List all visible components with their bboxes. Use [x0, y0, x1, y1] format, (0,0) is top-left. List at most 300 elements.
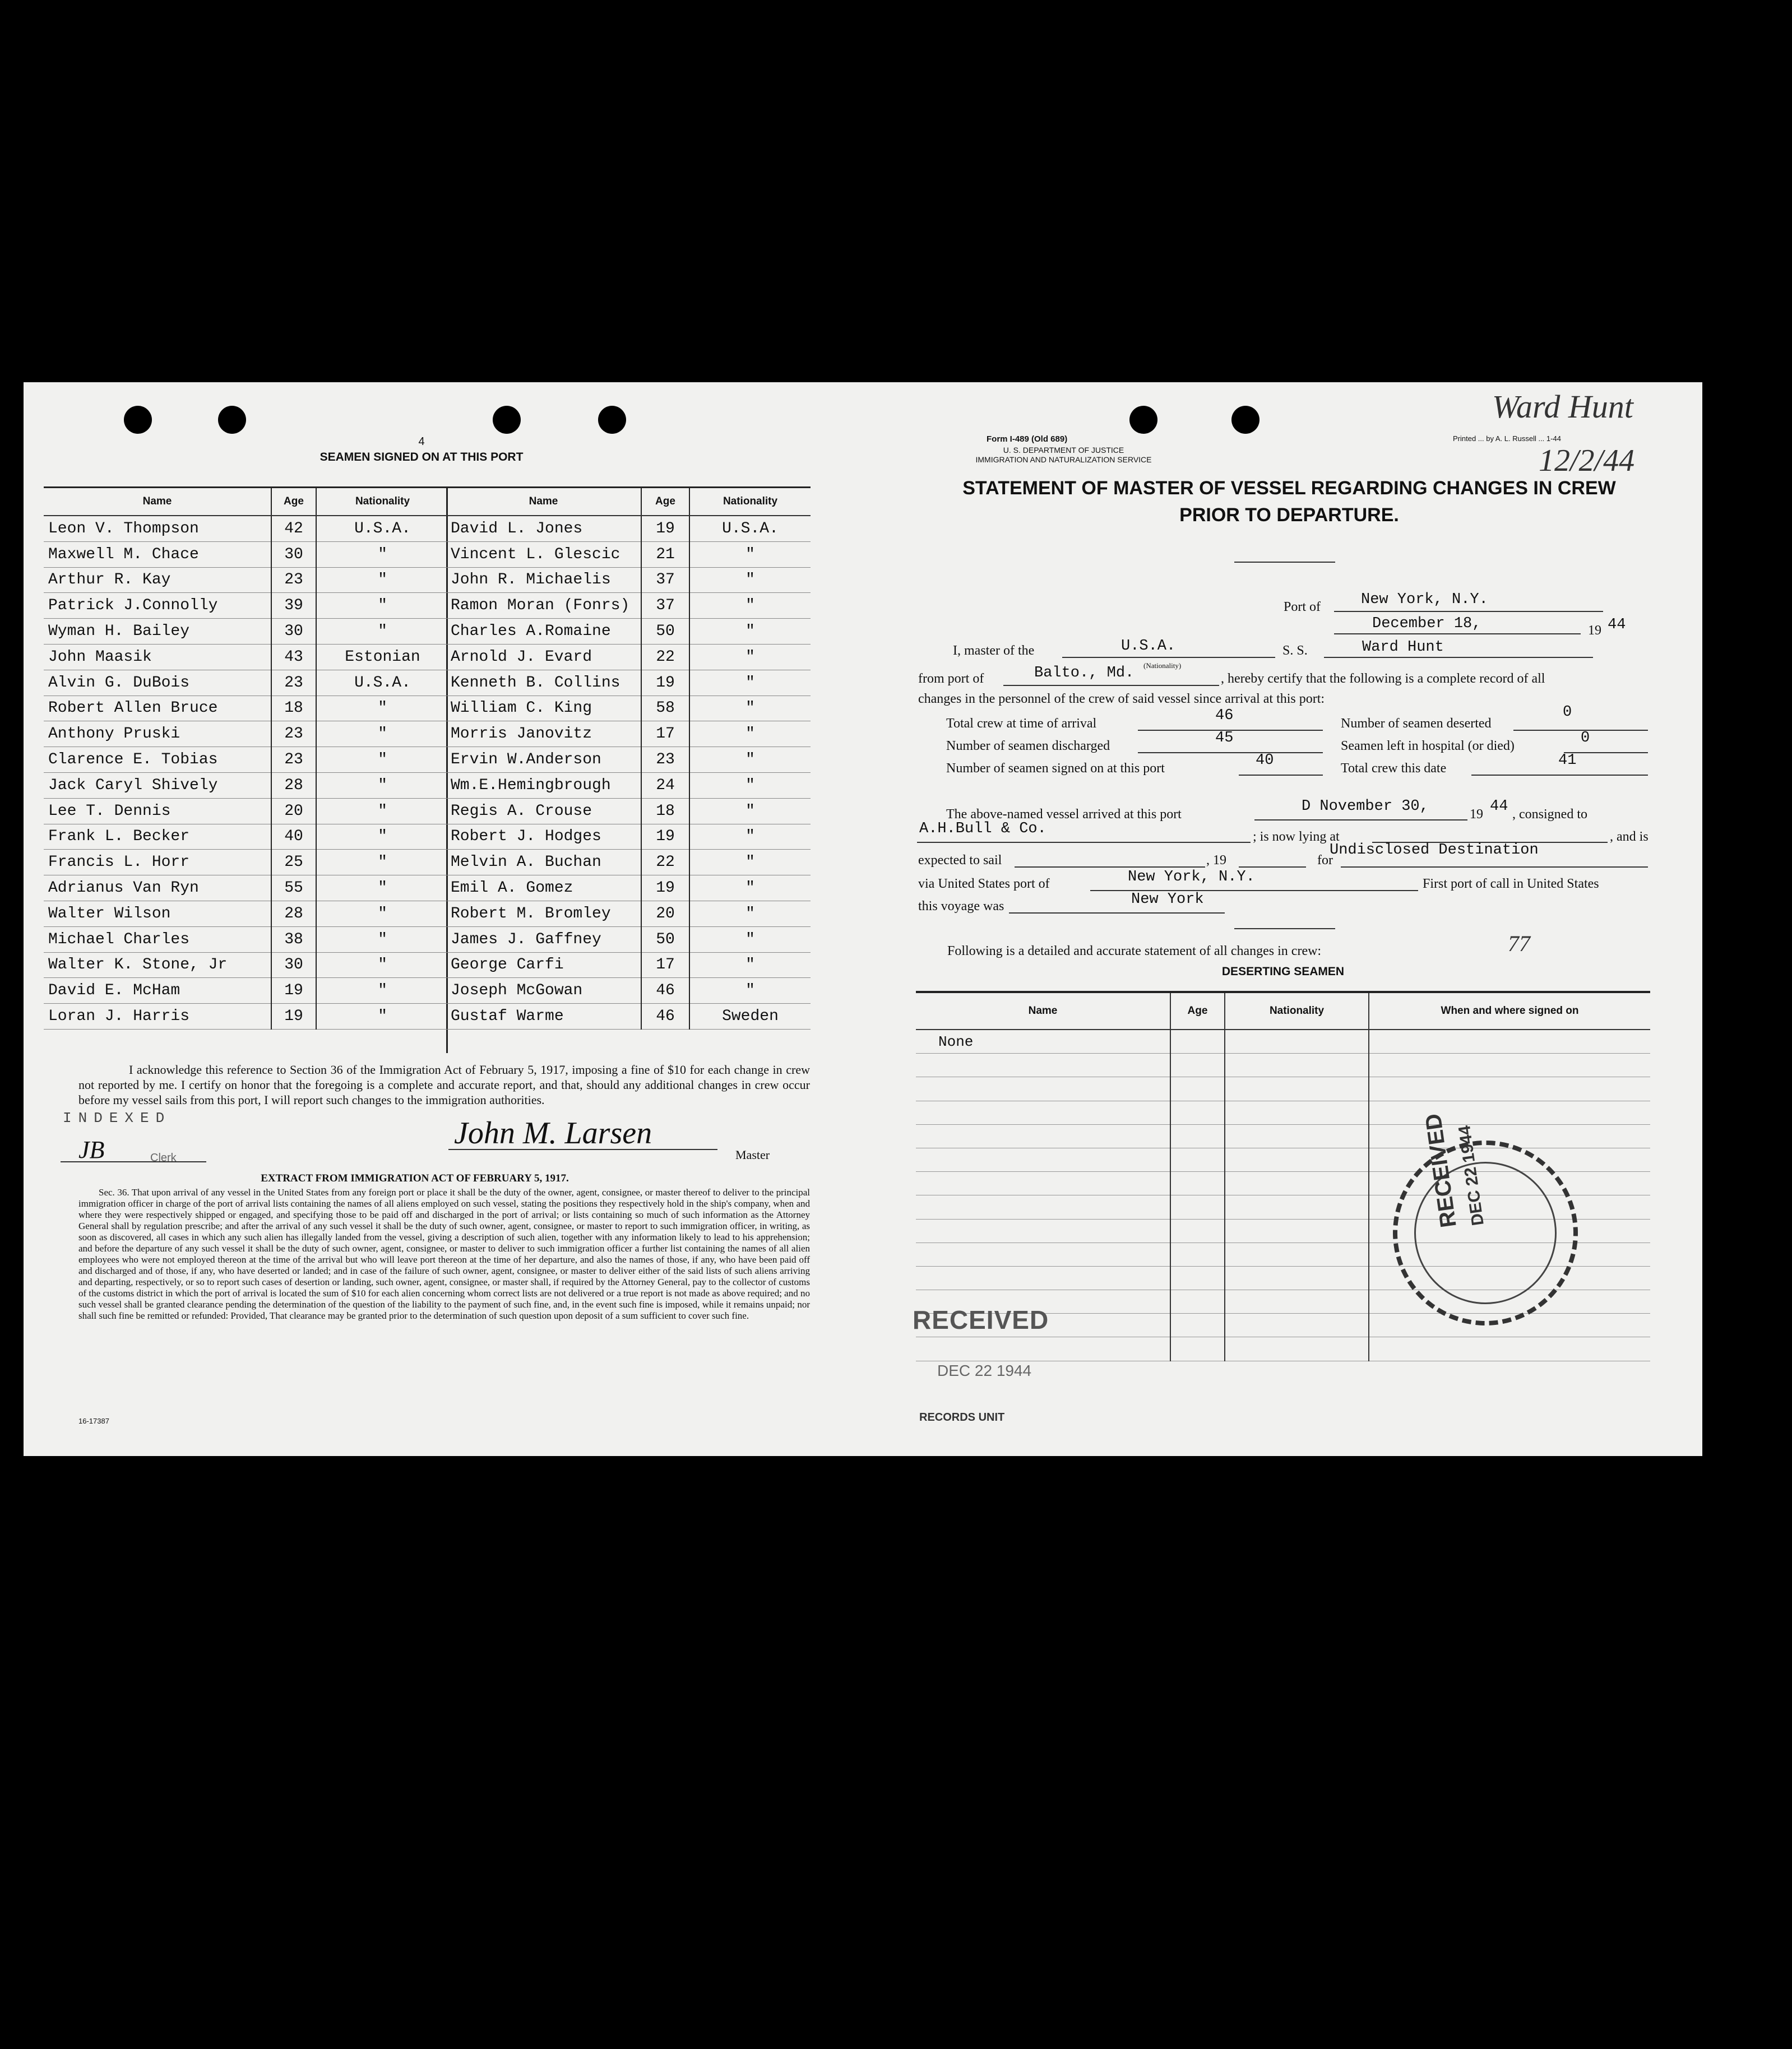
crew-nationality: "	[689, 926, 811, 952]
master-signature: John M. Larsen	[454, 1116, 652, 1151]
first-call-label: First port of call in United States	[1423, 877, 1599, 891]
deserter-cell	[1170, 1101, 1225, 1124]
punch-hole	[124, 406, 152, 434]
handwritten-ship: Ward Hunt	[1492, 388, 1633, 425]
received-stamp: RECEIVED	[913, 1305, 1049, 1334]
crew-age: 17	[641, 721, 689, 747]
deserter-name	[916, 1219, 1170, 1243]
round-stamp-received: RECEIVED	[1420, 1112, 1461, 1230]
deserter-cell	[1170, 1077, 1225, 1101]
crew-nationality: "	[689, 875, 811, 901]
crew-age: 28	[271, 772, 316, 798]
table-row	[44, 926, 448, 952]
crew-age: 39	[271, 593, 316, 619]
crew-name: Joseph McGowan	[446, 978, 641, 1004]
crew-nationality: "	[316, 567, 448, 593]
table-row	[446, 593, 811, 619]
crew-name: Arthur R. Kay	[44, 567, 271, 593]
crew-name: Arnold J. Evard	[446, 644, 641, 670]
extract-text: Sec. 36. That upon arrival of any vessel in the United States from any foreign port or place it shall be the duty of the owner, agent, consignee, or master thereof to deliver to the principal immigration officer in charge of the port of arrival lists containing the names of all aliens employed on such vessel, stating the positions they respectively hold in the ship's company, when and where they were respectively shipped or engaged, and specifying those to be paid off and discharged in the port of arrival; or lists containing so much of such information as the Attorney General shall by regulation prescribe; and after the arrival of any such vessel it shall be the duty of such owner, agent, consignee, or master to report to such immigration officer, in writing, as soon as discovered, all cases in which any such alien has illegally landed from the vessel, giving a description of such alien, together with any information likely to lead to his apprehension; and before the departure of any such vessel it shall be the duty of such owner, agent, consignee, or master to deliver to such immigration officer a further list containing the names of all alien employees who were not employed thereon at the time of the arrival but who will leave port thereon at the time of her departure, and also the names of those, if any, who have been paid off and discharged and of those, if any, who have deserted or landed; and in case of the failure of such owner, agent, consignee, or master to deliver either of the said lists of such aliens arriving and departing, respectively, or so to report such cases of desertion or landing, such owner, agent, consignee, or master shall, if required by the Attorney General, pay to the collector of customs of the customs district in which the port of arrival is located the sum of $10 for each alien concerning whom correct lists are not delivered or a true report is not made as above required; and no such vessel shall be granted clearance pending the determination of the question of the liability to the payment of such fine, and, in the event such fine is imposed, while it remains unpaid; nor shall such fine be remitted or refunded: Provided, That clearance may be granted prior to the determination of such question upon deposit of a sum sufficient to cover such fine.	[78, 1187, 810, 1321]
table-row	[446, 952, 811, 978]
arrived-underline	[1254, 819, 1467, 820]
table-row	[446, 824, 811, 850]
crew-age: 40	[271, 824, 316, 850]
stat-label-signed: Number of seamen signed on at this port	[946, 761, 1165, 776]
year-prefix: 19	[1588, 623, 1601, 638]
crew-age: 23	[271, 670, 316, 696]
crew-name: Robert Allen Bruce	[44, 696, 271, 721]
printer-note: Printed ... by A. L. Russell ... 1-44	[1453, 434, 1561, 443]
crew-nationality: "	[689, 824, 811, 850]
date-underline	[1334, 633, 1581, 634]
table-row	[44, 567, 448, 593]
crew-name: Anthony Pruski	[44, 721, 271, 747]
consignee-underline	[917, 842, 1251, 843]
deserter-cell	[1225, 1077, 1369, 1101]
expected-19: , 19	[1206, 853, 1226, 868]
col-header-age: Age	[1170, 992, 1225, 1030]
round-stamp-date: DEC 22 1944	[1455, 1124, 1488, 1227]
deserter-cell	[1170, 1054, 1225, 1077]
stat-label-arrival: Total crew at time of arrival	[946, 716, 1097, 731]
table-row	[916, 1077, 1650, 1101]
crew-nationality: U.S.A.	[316, 670, 448, 696]
deserter-cell	[1225, 1124, 1369, 1148]
deserter-cell	[1225, 1030, 1369, 1054]
this-voyage-label: this voyage was	[918, 899, 1004, 914]
table-row	[446, 670, 811, 696]
crew-age: 28	[271, 901, 316, 926]
clerk-line	[61, 1161, 206, 1162]
expected-year-underline	[1239, 866, 1306, 868]
deserter-cell	[1369, 1337, 1650, 1361]
crew-nationality: "	[689, 798, 811, 824]
crew-name: John Maasik	[44, 644, 271, 670]
crew-name: Francis L. Horr	[44, 850, 271, 875]
table-row	[44, 952, 448, 978]
table-row	[916, 1101, 1650, 1124]
crew-age: 23	[271, 747, 316, 773]
table-row	[446, 901, 811, 926]
crew-name: Lee T. Dennis	[44, 798, 271, 824]
deserter-cell	[1225, 1337, 1369, 1361]
first-port-value: New York	[1131, 891, 1204, 908]
table-row	[44, 772, 448, 798]
table-row	[916, 1124, 1650, 1148]
deserter-cell	[1225, 1219, 1369, 1243]
deserter-cell	[1369, 1030, 1650, 1054]
crew-name: Emil A. Gomez	[446, 875, 641, 901]
table-row	[446, 772, 811, 798]
crew-age: 20	[641, 901, 689, 926]
crew-age: 50	[641, 619, 689, 645]
ss-label: S. S.	[1282, 643, 1308, 658]
crew-age: 23	[271, 567, 316, 593]
consignee-value: A.H.Bull & Co.	[919, 820, 1047, 837]
crew-nationality: "	[316, 619, 448, 645]
crew-name: Charles A.Romaine	[446, 619, 641, 645]
deserter-cell	[1170, 1124, 1225, 1148]
crew-nationality: "	[689, 619, 811, 645]
col-header-nationality: Nationality	[316, 488, 448, 516]
col-header-nationality: Nationality	[689, 488, 811, 516]
consigned-label: , consigned to	[1512, 807, 1587, 822]
crew-name: Vincent L. Glescic	[446, 541, 641, 567]
crew-nationality: "	[689, 901, 811, 926]
arrived-label: The above-named vessel arrived at this port	[946, 807, 1182, 822]
deserter-name	[916, 1101, 1170, 1124]
crew-age: 30	[271, 952, 316, 978]
stat-value-arrival: 46	[1215, 707, 1234, 724]
crew-name: Alvin G. DuBois	[44, 670, 271, 696]
table-row	[446, 747, 811, 773]
crew-name: Ramon Moran (Fonrs)	[446, 593, 641, 619]
punch-hole	[1231, 406, 1260, 434]
crew-nationality: "	[316, 901, 448, 926]
crew-age: 46	[641, 978, 689, 1004]
punch-hole	[493, 406, 521, 434]
crew-name: Patrick J.Connolly	[44, 593, 271, 619]
col-header-age: Age	[271, 488, 316, 516]
crew-nationality: "	[689, 721, 811, 747]
crew-nationality: "	[316, 1004, 448, 1030]
certify-text-2: changes in the personnel of the crew of said vessel since arrival at this port:	[918, 692, 1325, 706]
from-port-value: Balto., Md.	[1034, 665, 1135, 682]
crew-name: Adrianus Van Ryn	[44, 875, 271, 901]
deserter-cell	[1170, 1172, 1225, 1195]
form-title-line2: PRIOR TO DEPARTURE.	[1179, 504, 1399, 526]
table-row	[446, 978, 811, 1004]
crew-nationality: "	[316, 798, 448, 824]
crew-age: 18	[641, 798, 689, 824]
deserter-cell	[1170, 1266, 1225, 1290]
stat-underline	[1138, 752, 1323, 753]
crew-name: Robert M. Bromley	[446, 901, 641, 926]
form-title-line1: STATEMENT OF MASTER OF VESSEL REGARDING CHANGES IN CREW	[962, 478, 1616, 499]
deserter-cell	[1170, 1195, 1225, 1219]
crew-name: Regis A. Crouse	[446, 798, 641, 824]
table-row	[446, 567, 811, 593]
deserter-name	[916, 1054, 1170, 1077]
crew-age: 50	[641, 926, 689, 952]
crew-name: Maxwell M. Chace	[44, 541, 271, 567]
stat-underline	[1471, 775, 1648, 776]
extract-title: EXTRACT FROM IMMIGRATION ACT OF FEBRUARY 5, 1917.	[261, 1172, 569, 1184]
table-row	[446, 721, 811, 747]
table-row	[44, 541, 448, 567]
table-row	[44, 670, 448, 696]
table-row	[446, 850, 811, 875]
crew-age: 19	[641, 875, 689, 901]
punch-hole	[1129, 406, 1157, 434]
crew-name: Leon V. Thompson	[44, 516, 271, 541]
col-header-nationality: Nationality	[1225, 992, 1369, 1030]
port-underline	[1334, 611, 1603, 612]
crew-age: 22	[641, 850, 689, 875]
arrived-year: 44	[1490, 798, 1508, 815]
crew-name: Walter K. Stone, Jr	[44, 952, 271, 978]
crew-name: William C. King	[446, 696, 641, 721]
deserter-name	[916, 1195, 1170, 1219]
deserter-cell	[1369, 1054, 1650, 1077]
crew-age: 43	[271, 644, 316, 670]
crew-nationality: "	[316, 926, 448, 952]
crew-nationality: "	[316, 824, 448, 850]
service-name: IMMIGRATION AND NATURALIZATION SERVICE	[975, 455, 1152, 464]
handwritten-date: 12/2/44	[1539, 443, 1635, 478]
crew-age: 18	[271, 696, 316, 721]
crew-nationality: "	[689, 850, 811, 875]
deserter-cell	[1369, 1101, 1650, 1124]
crew-nationality: "	[689, 952, 811, 978]
crew-nationality: "	[689, 696, 811, 721]
table-row	[44, 824, 448, 850]
deserting-title: DESERTING SEAMEN	[1221, 965, 1345, 978]
stat-value-total: 41	[1558, 752, 1577, 769]
crew-nationality: "	[689, 747, 811, 773]
deserter-cell	[1225, 1054, 1369, 1077]
table-row	[44, 619, 448, 645]
following-text: Following is a detailed and accurate statement of all changes in crew:	[947, 944, 1322, 958]
crew-nationality: "	[316, 696, 448, 721]
deserter-name	[916, 1337, 1170, 1361]
deserter-name	[916, 1172, 1170, 1195]
punch-hole	[598, 406, 626, 434]
nationality-value: U.S.A.	[1121, 638, 1176, 655]
expected-underline	[1015, 866, 1205, 868]
stat-label-deserted: Number of seamen deserted	[1341, 716, 1492, 731]
stat-label-total: Total crew this date	[1341, 761, 1447, 776]
crew-nationality: "	[689, 644, 811, 670]
records-unit-text: RECORDS UNIT	[919, 1411, 1005, 1424]
deserter-cell	[1369, 1077, 1650, 1101]
table-row	[44, 978, 448, 1004]
deserter-name	[916, 1266, 1170, 1290]
stat-underline	[1564, 752, 1648, 753]
table-row	[44, 1004, 448, 1030]
department-name: U. S. DEPARTMENT OF JUSTICE	[1003, 446, 1124, 455]
lying-label: ; is now lying at	[1253, 829, 1340, 844]
table-row	[446, 541, 811, 567]
table-row	[44, 798, 448, 824]
crew-nationality: "	[316, 978, 448, 1004]
stat-value-discharged: 45	[1215, 730, 1234, 747]
crew-age: 42	[271, 516, 316, 541]
indexed-stamp: INDEXED	[63, 1110, 172, 1127]
table-row	[446, 644, 811, 670]
crew-nationality: "	[689, 567, 811, 593]
crew-name: Michael Charles	[44, 926, 271, 952]
col-header-name: Name	[44, 488, 271, 516]
crew-age: 25	[271, 850, 316, 875]
crew-name: Jack Caryl Shively	[44, 772, 271, 798]
received-date-stamp: DEC 22 1944	[937, 1362, 1032, 1379]
deserter-name	[916, 1148, 1170, 1171]
clerk-label: Clerk	[150, 1152, 177, 1164]
crew-age: 19	[641, 670, 689, 696]
deserter-cell	[1170, 1219, 1225, 1243]
table-row	[44, 593, 448, 619]
deserter-name	[916, 1124, 1170, 1148]
table-row	[44, 696, 448, 721]
deserter-cell	[1225, 1266, 1369, 1290]
deserter-name	[916, 1077, 1170, 1101]
deserter-cell	[1170, 1337, 1225, 1361]
table-row	[446, 798, 811, 824]
crew-age: 23	[641, 747, 689, 773]
stat-value-signed: 40	[1256, 752, 1274, 769]
vessel-underline	[1324, 657, 1593, 658]
crew-nationality: "	[689, 772, 811, 798]
master-of-label: I, master of the	[953, 643, 1035, 658]
certify-text: , hereby certify that the following is a complete record of all	[1221, 671, 1545, 686]
deserter-cell	[1170, 1243, 1225, 1266]
table-row	[44, 644, 448, 670]
destination-underline	[1341, 866, 1648, 868]
deserter-cell	[1225, 1314, 1369, 1337]
crew-nationality: "	[316, 593, 448, 619]
nationality-note: (Nationality)	[1143, 661, 1182, 670]
table-row	[916, 1030, 1650, 1054]
crew-nationality: U.S.A.	[316, 516, 448, 541]
deserter-cell	[1225, 1290, 1369, 1314]
port-value: New York, N.Y.	[1361, 591, 1488, 608]
crew-nationality: U.S.A.	[689, 516, 811, 541]
crew-age: 22	[641, 644, 689, 670]
table-row	[44, 901, 448, 926]
table-row	[916, 1337, 1650, 1361]
crew-name: Wyman H. Bailey	[44, 619, 271, 645]
port-label: Port of	[1284, 600, 1321, 614]
crew-nationality: "	[689, 593, 811, 619]
crew-nationality: "	[689, 978, 811, 1004]
crew-age: 21	[641, 541, 689, 567]
date-value: December 18,	[1372, 615, 1481, 632]
col-header-name: Name	[916, 992, 1170, 1030]
crew-nationality: Estonian	[316, 644, 448, 670]
table-row	[446, 1004, 811, 1030]
deserter-cell	[1170, 1314, 1225, 1337]
table-row	[44, 875, 448, 901]
col-header-name: Name	[446, 488, 641, 516]
crew-age: 30	[271, 541, 316, 567]
nationality-underline	[1062, 657, 1275, 658]
first-port-underline	[1009, 912, 1225, 914]
punch-hole	[218, 406, 246, 434]
form-number: Form I-489 (Old 689)	[987, 434, 1068, 444]
crew-name: Frank L. Becker	[44, 824, 271, 850]
crew-age: 37	[641, 567, 689, 593]
vessel-value: Ward Hunt	[1362, 639, 1444, 656]
crew-nationality: "	[689, 541, 811, 567]
crew-name: Kenneth B. Collins	[446, 670, 641, 696]
via-label: via United States port of	[918, 877, 1050, 891]
deserter-cell	[1225, 1195, 1369, 1219]
crew-nationality: "	[316, 850, 448, 875]
crew-nationality: "	[689, 670, 811, 696]
crew-name: Wm.E.Hemingbrough	[446, 772, 641, 798]
deserter-cell	[1225, 1148, 1369, 1171]
table-row	[916, 1054, 1650, 1077]
crew-name: John R. Michaelis	[446, 567, 641, 593]
crew-nationality: Sweden	[689, 1004, 811, 1030]
deserter-name	[916, 1243, 1170, 1266]
crew-age: 58	[641, 696, 689, 721]
table-row	[44, 516, 448, 541]
crew-age: 23	[271, 721, 316, 747]
crew-table-left	[44, 486, 448, 1030]
signature-line	[448, 1149, 717, 1150]
crew-age: 46	[641, 1004, 689, 1030]
table-row	[44, 850, 448, 875]
table-row	[446, 619, 811, 645]
crew-name: George Carfi	[446, 952, 641, 978]
crew-name: Walter Wilson	[44, 901, 271, 926]
deserter-cell	[1170, 1290, 1225, 1314]
crew-age: 17	[641, 952, 689, 978]
handwritten-mark: 77	[1508, 931, 1530, 956]
section-title: SEAMEN SIGNED ON AT THIS PORT	[319, 451, 524, 463]
table-row	[446, 875, 811, 901]
crew-age: 19	[271, 1004, 316, 1030]
arrived-date: D November 30,	[1302, 798, 1429, 815]
crew-table-right	[446, 486, 811, 1030]
from-port-underline	[1003, 685, 1219, 686]
mid-rule	[1234, 928, 1335, 929]
deserter-cell	[1225, 1101, 1369, 1124]
expected-label: expected to sail	[918, 853, 1002, 868]
from-port-label: from port of	[918, 671, 984, 686]
arrived-year-prefix: 19	[1470, 807, 1483, 822]
crew-nationality: "	[316, 772, 448, 798]
and-is-label: , and is	[1610, 829, 1649, 844]
crew-nationality: "	[316, 875, 448, 901]
for-label: for	[1317, 853, 1333, 868]
crew-nationality: "	[316, 541, 448, 567]
table-row	[44, 747, 448, 773]
title-rule	[1234, 562, 1335, 563]
crew-age: 19	[641, 824, 689, 850]
via-port-value: New York, N.Y.	[1128, 869, 1255, 886]
stat-value-hospital: 0	[1581, 730, 1590, 747]
deserter-cell	[1170, 1030, 1225, 1054]
deserter-cell	[1225, 1243, 1369, 1266]
clerk-initials: JB	[78, 1136, 105, 1163]
crew-name: Morris Janovitz	[446, 721, 641, 747]
stat-label-discharged: Number of seamen discharged	[946, 739, 1110, 753]
crew-age: 38	[271, 926, 316, 952]
crew-name: Clarence E. Tobias	[44, 747, 271, 773]
table-row	[446, 516, 811, 541]
stat-label-hospital: Seamen left in hospital (or died)	[1341, 739, 1515, 753]
table-row	[446, 696, 811, 721]
page-number: 4	[418, 435, 425, 448]
stat-value-deserted: 0	[1563, 704, 1572, 721]
crew-age: 24	[641, 772, 689, 798]
acknowledgement-text: I acknowledge this reference to Section 36 of the Immigration Act of February 5, 1917, imposing a fine of $10 for each change in crew not reported by me. I certify on honor that the foregoing is a complete and accurate report, and that, should any additional changes in crew occur before my vessel sails from this port, I will report such changes to the immigration authorities.	[78, 1063, 810, 1107]
crew-age: 19	[271, 978, 316, 1004]
year-value: 44	[1608, 616, 1626, 633]
stat-underline	[1239, 775, 1323, 776]
form-code: 16-17387	[78, 1417, 109, 1425]
crew-age: 30	[271, 619, 316, 645]
col-header-age: Age	[641, 488, 689, 516]
table-row	[44, 721, 448, 747]
col-header-signed-on: When and where signed on	[1369, 992, 1650, 1030]
crew-age: 55	[271, 875, 316, 901]
table-row	[446, 926, 811, 952]
crew-name: David L. Jones	[446, 516, 641, 541]
